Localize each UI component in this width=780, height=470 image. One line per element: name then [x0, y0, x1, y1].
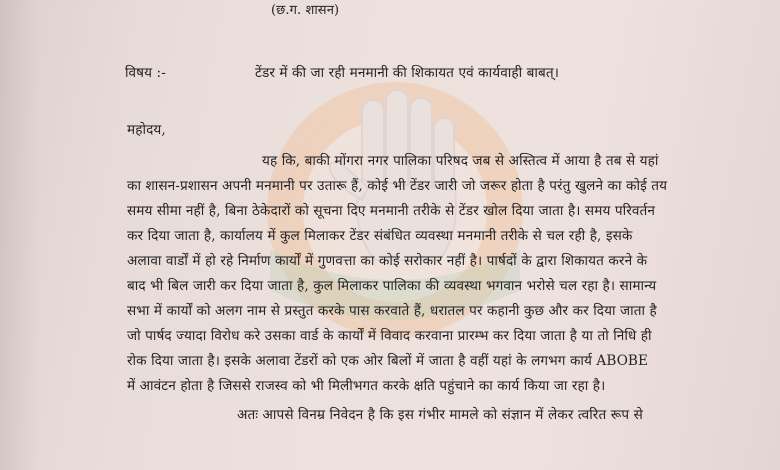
subject-label: विषय :-	[125, 65, 166, 81]
body-line: अतः आपसे विनम्र निवेदन है कि इस गंभीर मामले को संज्ञान में लेकर त्वरित रूप से	[237, 407, 643, 423]
salutation: महोदय,	[127, 122, 166, 138]
body-line: समय सीमा नहीं है, बिना ठेकेदारों को सूचना दिए मनमानी तरीके से टेंडर खोल दिया जाता है। समय परिवर्तन	[127, 203, 656, 219]
body-line: बाद भी बिल जारी कर दिया जाता है, कुल मिलाकर पालिका की व्यवस्था भगवान भरोसे चल रहा है। सामान्य	[127, 278, 657, 294]
body-line: कर दिया जाता है, कार्यालय में कुल मिलाकर टेंडर संबंधित व्यवस्था मनमानी तरीके से चल रही है, इसके	[127, 228, 633, 244]
body-line: जो पार्षद ज्यादा विरोध करे उसका वार्ड के कार्यों में विवाद करवाना प्रारम्भ कर दिया जाता है या तो निधि ही	[127, 328, 652, 344]
body-line: यह कि, बाकी मोंगरा नगर पालिका परिषद जब से अस्तित्व में आया है तब से यहां	[262, 153, 659, 169]
page-shadow	[0, 0, 40, 470]
subject-text: टेंडर में की जा रही मनमानी की शिकायत एवं कार्यवाही बाबत्।	[255, 65, 559, 81]
body-line: रोक दिया जाता है। इसके अलावा टेंडरों को एक ओर बिलों में जाता है वहीं यहां के लगभग कार्य ABOBE	[127, 353, 649, 369]
body-line: अलावा वार्डों में हो रहे निर्माण कार्यों में गुणवत्ता का कोई सरोकार नहीं है। पार्षदों के द्वारा शिकायत करने के	[127, 253, 648, 269]
government-header: (छ.ग. शासन)	[271, 3, 340, 18]
body-line: का शासन-प्रशासन अपनी मनमानी पर उतारू हैं, कोई भी टेंडर जारी जो जरूर होता है परंतु खुलने का कोई तय	[127, 178, 668, 194]
body-line: सभा में कार्यों को अलग नाम से प्रस्तुत करके पास करवाते हैं, धरातल पर कहानी कुछ और कर दिया जाता है	[127, 303, 657, 319]
body-line: में आवंटन होता है जिससे राजस्व को भी मिलीभगत करके क्षति पहुंचाने का कार्य किया जा रहा है।	[127, 378, 606, 394]
